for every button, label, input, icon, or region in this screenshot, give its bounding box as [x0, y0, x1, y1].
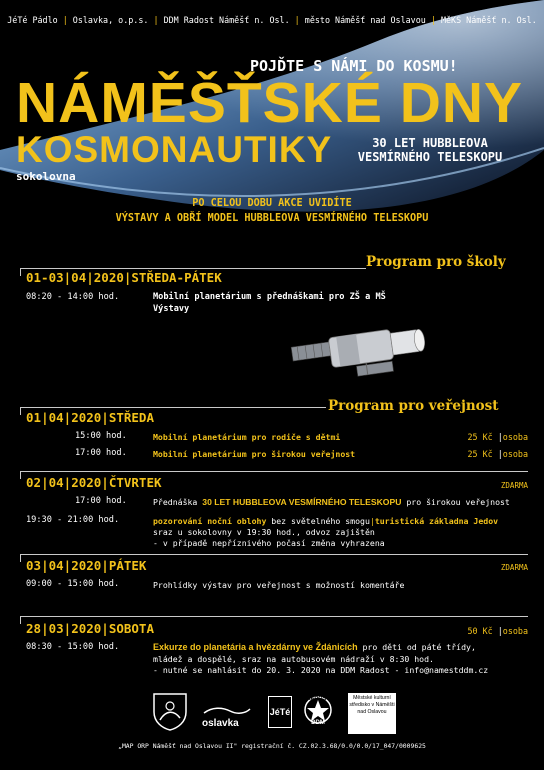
exhibit-note	[0, 196, 544, 226]
radost-ddm-logo: RADOST DDM	[300, 694, 336, 728]
organizer-4: město Náměšť nad Oslavou	[304, 15, 426, 25]
organizer-2: Oslavka, o.p.s.	[72, 15, 149, 25]
meks-logo: Městské kulturní středisko v Náměšti nad Oslavou	[348, 693, 396, 734]
wed-price-2: 25 Kč |osoba	[467, 449, 528, 459]
schools-time: 08:20 - 14:00 hod.	[26, 292, 120, 302]
public-heading: Program pro veřejnost	[328, 398, 499, 414]
organizers-line: JéTé Pádlo | Oslavka, o.p.s. | DDM Radost Náměšť n. Osl. | město Náměšť nad Oslavou | MěKS Náměšť n. Osl.	[7, 15, 537, 25]
fri-divider	[20, 554, 528, 555]
wed-time-2: 17:00 hod.	[75, 448, 127, 458]
organizer-3: DDM Radost Náměšť n. Osl.	[163, 15, 290, 25]
schools-date: 01-03|04|2020|STŘEDA-PÁTEK	[26, 270, 222, 285]
exhibit-line2: VÝSTAVY A OBŘÍ MODEL HUBBLEOVA VESMÍRNÉHO TELESKOPU	[115, 213, 429, 224]
thu-item-1: Přednáška 30 LET HUBBLEOVA VESMÍRNÉHO TELESKOPU pro širokou veřejnost	[153, 497, 510, 507]
fri-free: ZDARMA	[500, 563, 528, 572]
schools-divider-tick	[20, 268, 21, 276]
fri-divider-tick	[20, 554, 21, 562]
thu-item-2-line3: - v případě nepříznivého počasí změna vyhrazena	[153, 538, 385, 548]
anniversary	[330, 136, 530, 164]
public-divider-tick	[20, 407, 21, 415]
sat-item-line2: mládež a dospělé, sraz na autobusovém nádraží v 8:30 hod.	[153, 654, 434, 664]
sat-divider	[20, 616, 528, 617]
venue: sokolovna	[16, 170, 76, 183]
sat-item-line3: - nutné se nahlásit do 20. 3. 2020 na DDM Radost - info@namestddm.cz	[153, 665, 489, 675]
sat-item: Exkurze do planetária a hvězdárny ve Ždánicích pro děti od páté třídy,	[153, 642, 476, 652]
thu-divider	[20, 471, 528, 472]
sat-date: 28|03|2020|SOBOTA	[26, 621, 154, 636]
thu-item-2-line2: sraz u sokolovny v 19:30 hod., odvoz zajištěn	[153, 527, 375, 537]
wed-price-1: 25 Kč |osoba	[467, 432, 528, 442]
tagline: POJĎTE S NÁMI DO KOSMU!	[250, 57, 458, 75]
wed-item-2: Mobilní planetárium pro širokou veřejnost	[153, 449, 356, 459]
hubble-telescope-icon	[285, 315, 445, 395]
anniversary-line2: VESMÍRNÉHO TELESKOPU	[357, 150, 503, 164]
organizer-1: JéTé Pádlo	[7, 15, 58, 25]
schools-item1: Mobilní planetárium s přednáškami pro ZŠ a MŠ	[153, 292, 386, 302]
sat-price: 50 Kč |osoba	[467, 626, 528, 636]
fri-date: 03|04|2020|PÁTEK	[26, 558, 147, 573]
schools-item2: Výstavy	[153, 304, 190, 314]
exhibit-line1: PO CELOU DOBU AKCE UVIDÍTE	[192, 198, 352, 209]
fri-time: 09:00 - 15:00 hod.	[26, 579, 120, 589]
schools-heading: Program pro školy	[366, 254, 506, 270]
title-line2: KOSMONAUTIKY	[16, 129, 333, 170]
thu-time-2: 19:30 - 21:00 hod.	[26, 515, 120, 525]
thu-divider-tick	[20, 471, 21, 479]
organizer-5: MěKS Náměšť n. Osl.	[440, 15, 537, 25]
public-divider	[20, 407, 326, 408]
sat-time: 08:30 - 15:00 hod.	[26, 642, 120, 652]
footer-registration: „MAP ORP Náměšť nad Oslavou II" registrační č. CZ.02.3.68/0.0/0.0/17_047/0009625	[118, 742, 426, 750]
title-line1: NÁMĚŠŤSKÉ DNY	[16, 71, 524, 135]
oslavka-logo: oslavka	[202, 700, 252, 722]
wed-time-1: 15:00 hod.	[75, 431, 127, 441]
wed-item-1: Mobilní planetárium pro rodiče s dětmi	[153, 432, 341, 442]
oslavka-wave-icon	[202, 707, 252, 715]
thu-time-1: 17:00 hod.	[75, 496, 127, 506]
sat-divider-tick	[20, 616, 21, 624]
fri-item: Prohlídky výstav pro veřejnost s možností komentáře	[153, 580, 405, 590]
town-coat-of-arms-icon	[150, 690, 190, 732]
wed-date: 01|04|2020|STŘEDA	[26, 410, 154, 425]
thu-date: 02|04|2020|ČTVRTEK	[26, 475, 162, 490]
schools-divider	[20, 268, 366, 269]
jete-logo: JéTé	[268, 696, 292, 728]
thu-free: ZDARMA	[500, 481, 528, 490]
thu-item-2: pozorování noční oblohy bez světelného smogu|turistická základna Jedov	[153, 516, 499, 526]
anniversary-line1: 30 LET HUBBLEOVA	[372, 136, 488, 150]
